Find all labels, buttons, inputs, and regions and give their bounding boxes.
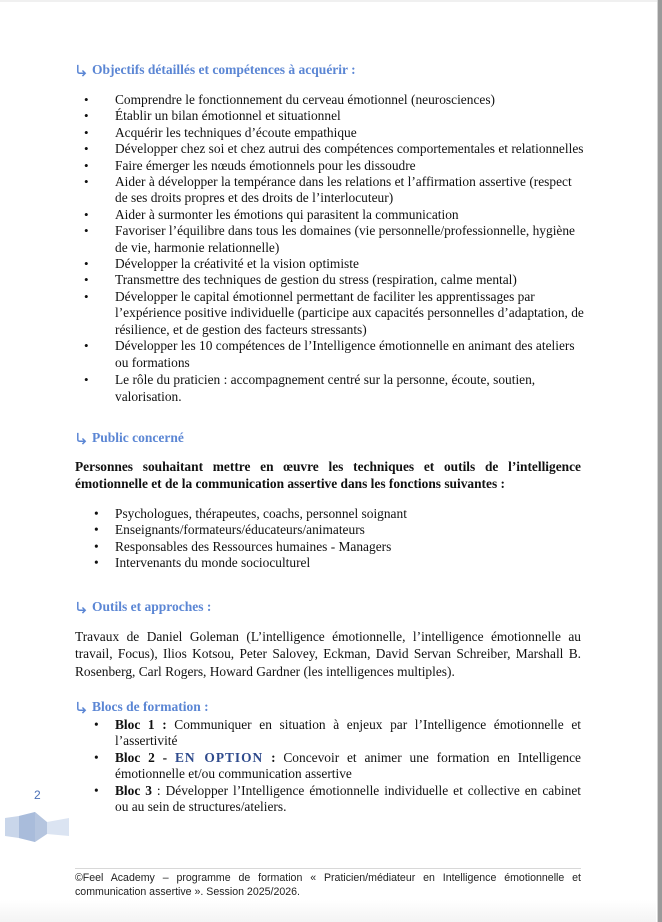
- page-ribbon-decoration: [5, 812, 69, 842]
- list-item: • Établir un bilan émotionnel et situationnel: [84, 108, 584, 124]
- list-item: • Psychologues, thérapeutes, coachs, personnel soignant: [94, 506, 494, 522]
- list-item: • Le rôle du praticien : accompagnement centré sur la personne, écoute, soutien, valorisation.: [84, 371, 584, 406]
- list-item: • Enseignants/formateurs/éducateurs/animateurs: [94, 522, 494, 538]
- hook-arrow-icon: [75, 601, 88, 614]
- bloc-item-3: • Bloc 3 : Développer l’Intelligence émotionnelle individuelle et collective en cabinet ou au sein de structures/ateliers.: [94, 783, 581, 816]
- hook-arrow-icon: [75, 432, 88, 445]
- hook-arrow-icon: [75, 701, 88, 714]
- footer-divider: [75, 868, 581, 869]
- blocs-list: [94, 717, 581, 815]
- list-item: • Transmettre des techniques de gestion du stress (respiration, calme mental): [84, 272, 584, 288]
- list-item: • Responsables des Ressources humaines - Managers: [94, 539, 494, 555]
- list-item: • Développer la créativité et la vision optimiste: [84, 256, 584, 272]
- public-list: [94, 506, 494, 572]
- bloc-item-2: • Bloc 2 - EN OPTION : Concevoir et animer une formation en Intelligence émotionnelle et/ou communication assertive: [94, 750, 581, 783]
- section-heading-outils: Outils et approches :: [75, 599, 211, 615]
- list-item: • Favoriser l’équilibre dans tous les domaines (vie personnelle/professionnelle, hygiène de vie, harmonie relationnelle): [84, 223, 584, 256]
- option-badge: EN OPTION: [174, 749, 264, 765]
- objectifs-list: [84, 92, 584, 406]
- scrollbar[interactable]: [658, 0, 662, 922]
- page-footer: ©Feel Academy – programme de formation « Praticien/médiateur en Intelligence émotionnelle et communication assertive ». Session 2025/2026.: [75, 872, 581, 898]
- section-heading-blocs: Blocs de formation :: [75, 699, 209, 715]
- list-item: • Aider à surmonter les émotions qui parasitent la communication: [84, 207, 584, 223]
- page-number: 2: [34, 788, 41, 802]
- section-heading-public: Public concerné: [75, 430, 184, 446]
- list-item: • Aider à développer la tempérance dans les relations et l’affirmation assertive (respect de ses droits propres et des droits de l’interlocuteur): [84, 174, 584, 207]
- bloc-item-1: • Bloc 1 : Communiquer en situation à enjeux par l’Intelligence émotionnelle et l’assertivité: [94, 717, 581, 750]
- list-item: • Intervenants du monde socioculturel: [94, 555, 494, 571]
- page-bottom-edge: [0, 900, 656, 922]
- list-item: • Faire émerger les nœuds émotionnels pour les dissoudre: [84, 158, 584, 174]
- hook-arrow-icon: [75, 64, 88, 77]
- section-heading-objectifs: Objectifs détaillés et compétences à acquérir :: [75, 62, 356, 78]
- public-intro: Personnes souhaitant mettre en œuvre les techniques et outils de l’intelligence émotionnelle et de la communication assertive dans les fonctions suivantes :: [75, 459, 581, 492]
- list-item: • Acquérir les techniques d’écoute empathique: [84, 125, 584, 141]
- list-item: • Développer chez soi et chez autrui des compétences comportementales et relationnelles: [84, 141, 584, 157]
- list-item: • Développer les 10 compétences de l’Intelligence émotionnelle en animant des ateliers ou formations: [84, 338, 584, 371]
- list-item: • Comprendre le fonctionnement du cerveau émotionnel (neurosciences): [84, 92, 584, 108]
- list-item: • Développer le capital émotionnel permettant de faciliter les apprentissages par l’expérience positive individuelle (participe aux capacités personnelles d’adaptation, de résilience, et de gestion des facteurs stressants): [84, 289, 584, 338]
- outils-text: Travaux de Daniel Goleman (L’intelligence émotionnelle, l’intelligence émotionnelle au travail, Focus), Ilios Kotsou, Peter Salovey, Eckman, David Servan Schreiber, Marshall B. Rosenberg, Carl Rogers, Howard Gardner (les intelligences multiples).: [75, 629, 581, 679]
